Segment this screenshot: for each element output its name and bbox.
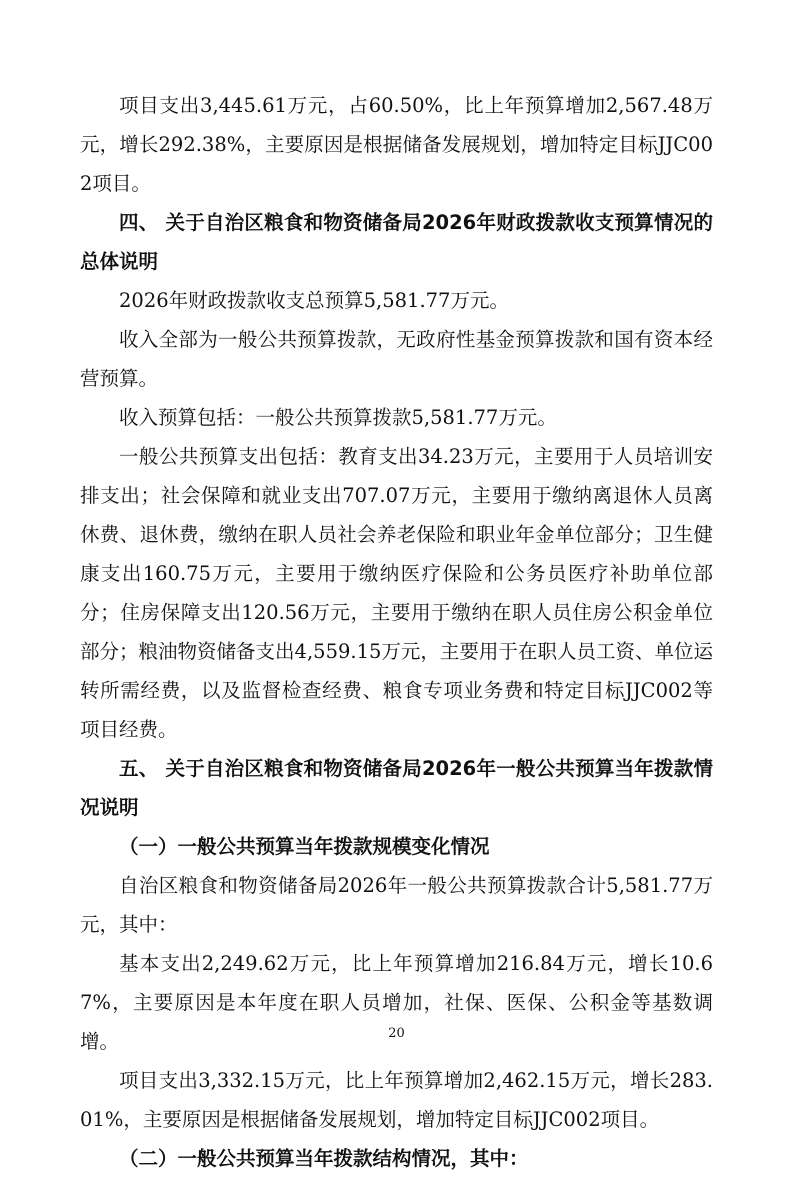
page-number: 20 [388, 1026, 405, 1041]
subheading-scale-change: （一）一般公共预算当年拨款规模变化情况 [119, 835, 490, 858]
paragraph-income-source: 收入全部为一般公共预算拨款，无政府性基金预算拨款和国有资本经营预算。 [80, 328, 713, 390]
paragraph-project-expenditure-summary: 项目支出3,445.61万元，占60.50%，比上年预算增加2,567.48万元，增长292.38%，主要原因是根据储备发展规划，增加特定目标JJC002项目。 [80, 94, 713, 195]
paragraph-project-expenditure: 项目支出3,332.15万元，比上年预算增加2,462.15万元，增长283.01%，主要原因是根据储备发展规划，增加特定目标JJC002项目。 [80, 1069, 713, 1131]
section-heading-four: 四、 关于自治区粮食和物资储备局2026年财政拨款收支预算情况的总体说明 [80, 211, 713, 273]
paragraph-income-budget: 收入预算包括：一般公共预算拨款5,581.77万元。 [119, 406, 557, 429]
section-heading-five: 五、 关于自治区粮食和物资储备局2026年一般公共预算当年拨款情况说明 [80, 757, 713, 819]
paragraph-total-budget: 2026年财政拨款收支总预算5,581.77万元。 [119, 289, 509, 312]
paragraph-expenditure-breakdown: 一般公共预算支出包括：教育支出34.23万元，主要用于人员培训安排支出；社会保障和就业支出707.07万元，主要用于缴纳离退休人员离休费、退休费，缴纳在职人员社会养老保险和职业年金单位部分；卫生健康支出160.75万元，主要用于缴纳医疗保险和公务员医疗补助单位部分；住房保障支出120.56万元，主要用于缴纳在职人员住房公积金单位部分；粮油物资储备支出4,559.15万元，主要用于在职人员工资、单位运转所需经费，以及监督检查经费、粮食专项业务费和特定目标JJC002等项目经费。 [80, 445, 713, 741]
subheading-structure: （二）一般公共预算当年拨款结构情况，其中： [119, 1147, 529, 1170]
document-body [80, 86, 713, 1178]
paragraph-appropriation-total: 自治区粮食和物资储备局2026年一般公共预算拨款合计5,581.77万元，其中： [80, 874, 713, 936]
paragraph-basic-expenditure: 基本支出2,249.62万元，比上年预算增加216.84万元，增长10.67%，主要原因是本年度在职人员增加，社保、医保、公积金等基数调增。 [80, 952, 713, 1053]
